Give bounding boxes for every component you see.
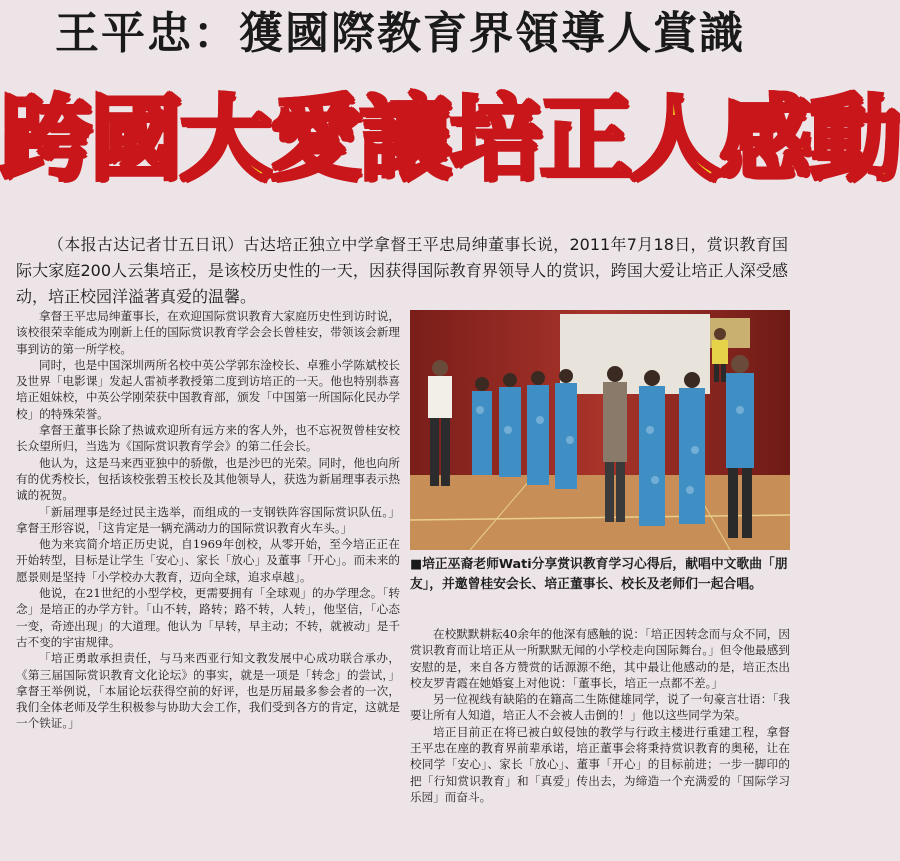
article-paragraph: 拿督王平忠局绅董事长，在欢迎国际赏识教育大家庭历史性到访时说，该校很荣幸能成为刚新上任的国际赏识教育学会会长曾桂安，带领该会新理事到访的第一所学校。 (16, 309, 400, 356)
photo-illustration (410, 310, 790, 550)
photo-caption: ■培正巫裔老师Wati分享赏识教育学习心得后，献唱中文歌曲「朋友」，并邀曾桂安会长、培正董事长、校长及老师们一起合唱。 (410, 557, 788, 592)
article-paragraph: 在校默默耕耘40余年的他深有感触的说：「培正因转念而与众不同，因赏识教育而让培正从一所默默无闻的小学校走向国际舞台。」但令他最感到安慰的是，来自各方赞赏的话源源不绝，其中最让他感动的是，培正杰出校友罗青霞在她婚宴上对他说：「董事长，培正一点都不差。」 (410, 627, 790, 690)
article-left-column (16, 308, 400, 856)
main-headline: 跨國大愛讓培正人感動 (0, 86, 900, 193)
news-photo (410, 310, 790, 550)
kicker-headline: 王平忠：獲國際教育界領導人賞識 (55, 8, 745, 59)
article-right-column (410, 626, 790, 856)
article-paragraph: 「培正勇敢承担责任，与马来西亚行知文教发展中心成功联合承办，《第三届国际赏识教育文化论坛》的事实，就是一项是「转念」的尝试，」拿督王举例说，「本届论坛获得空前的好评，也是历届最多参会者的一次，我们全体老师及学生积极参与协助大会工作，我们受到各方的肯定，这就是一个铁证。」 (16, 651, 400, 731)
lead-paragraph: （本报古达记者廿五日讯）古达培正独立中学拿督王平忠局绅董事长说，2011年7月18日，赏识教育国际大家庭200人云集培正，是该校历史性的一天，因获得国际教育界领导人的赏识，跨国大爱让培正人深受感动，培正校园洋溢著真爱的温馨。 (16, 235, 788, 306)
article-paragraph: 培正目前正在将已被白蚁侵蚀的教学与行政主楼进行重建工程，拿督王平忠在座的教育界前辈承诺，培正董事会将秉持赏识教育的奥秘，让在校同学「安心」、家长「放心」、董事「开心」的目标前进；一步一脚印的把「行知赏识教育」和「真爱」传出去，为缔造一个充满爱的「国际学习乐园」而奋斗。 (410, 724, 790, 804)
article-paragraph: 同时，也是中国深圳两所名校中英公学郭东淦校长、卓雅小学陈斌校长及世界「电影课」发起人雷祯孝教授第二度到访培正的一天。他也特别恭喜培正姐妹校，中英公学刚荣获中国教育部，颁发「中国第一所国际化民办学校」的特殊荣誉。 (16, 357, 400, 421)
article-paragraph: 「新届理事是经过民主选举，而组成的一支钢铁阵容国际赏识队伍。」拿督王形容说，「这肯定是一辆充满动力的国际赏识教育火车头。」 (16, 504, 400, 535)
article-paragraph: 另一位视线有缺陷的在籍高二生陈健雄同学，说了一句豪言壮语：「我要让所有人知道，培正人不会被人击倒的！」他以这些同学为荣。 (410, 692, 790, 723)
article-paragraph: 他为来宾简介培正历史说，自1969年创校，从零开始，至今培正正在开始转型，目标是让学生「安心」、家长「放心」及董事「开心」。而未来的愿景则是坚持「小学校办大教育，迈向全球，追求卓越」。 (16, 537, 400, 584)
article-paragraph: 拿督王董事长除了热诚欢迎所有远方来的客人外，也不忘祝贺曾桂安校长众望所归，当选为《国际赏识教育学会》的第二任会长。 (16, 423, 400, 454)
article-paragraph: 他认为，这是马来西亚独中的骄傲，也是沙巴的光荣。同时，他也向所有的优秀校长，包括该校张碧玉校长及其他领导人，获选为新届理事表示热诚的祝贺。 (16, 455, 400, 503)
article-paragraph: 他说，在21世纪的小型学校，更需要拥有「全球观」的办学理念。「转念」是培正的办学方针。「山不转，路转；路不转，人转」，他坚信，「心态一变，奇迹出现」的大道理。他认为「早转，早主动；不转，就被动」是千古不变的宇宙规律。 (16, 586, 400, 649)
